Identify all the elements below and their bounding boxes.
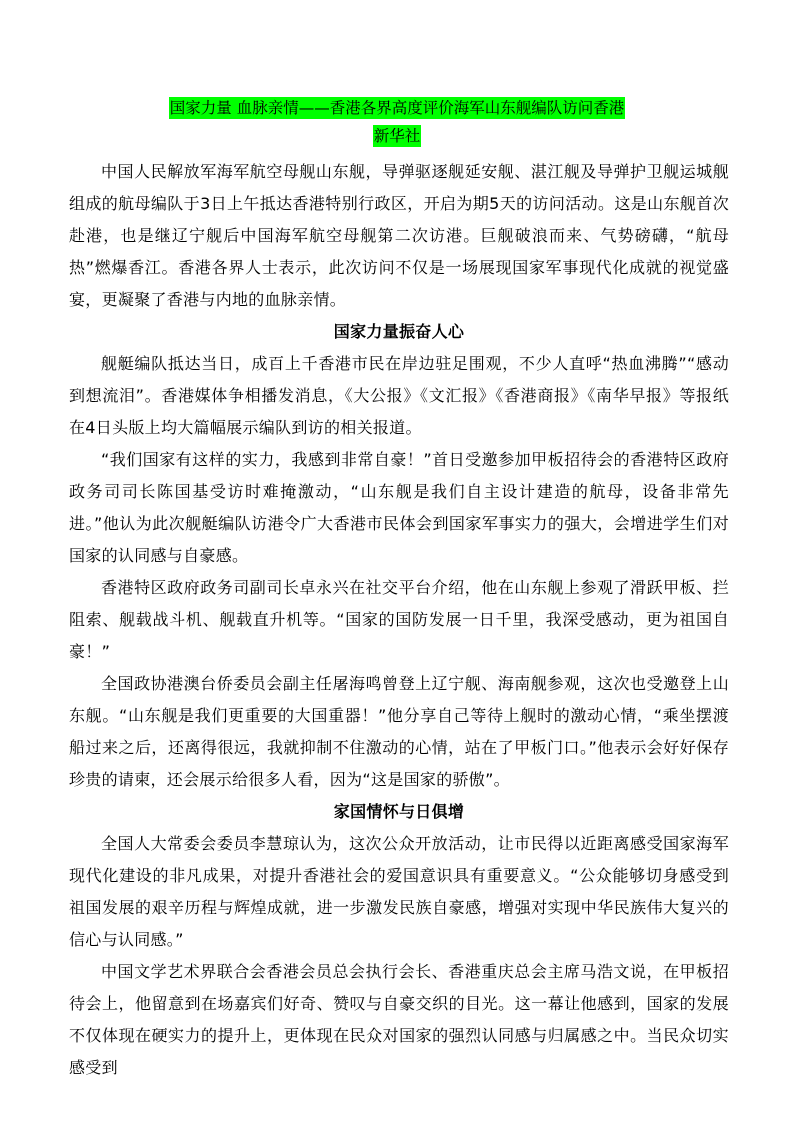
- paragraph: 全国政协港澳台侨委员会副主任屠海鸣曾登上辽宁舰、海南舰参观，这次也受邀登上山东舰。“山东舰是我们更重要的大国重器！”他分享自己等待上舰时的激动心情，“乘坐摆渡船过来之后，还离得很远，我就抑制不住激动的心情，站在了甲板门口。”他表示会好好保存珍贵的请柬，还会展示给很多人看，因为“这是国家的骄傲”。: [69, 674, 729, 789]
- paragraph: 舰艇编队抵达当日，成百上千香港市民在岸边驻足围观，不少人直呼“热血沸腾”“感动到想流泪”。香港媒体争相播发消息，《大公报》《文汇报》《香港商报》《南华早报》等报纸在4日头版上均大篇幅展示编队到访的相关报道。: [69, 354, 729, 437]
- paragraph: 香港特区政府政务司副司长卓永兴在社交平台介绍，他在山东舰上参观了滑跃甲板、拦阻索、舰载战斗机、舰载直升机等。“国家的国防发展一日千里，我深受感动，更为祖国自豪！”: [69, 578, 729, 661]
- paragraph: 中国文学艺术界联合会香港会员总会执行会长、香港重庆总会主席马浩文说，在甲板招待会上，他留意到在场嘉宾们好奇、赞叹与自豪交织的目光。这一幕让他感到，国家的发展不仅体现在硬实力的提升上，更体现在民众对国家的强烈认同感与归属感之中。当民众切实感受到: [69, 962, 729, 1077]
- article-body: [69, 156, 729, 1084]
- section-heading: 国家力量振奋人心: [333, 322, 465, 341]
- article-source: 新华社: [373, 127, 421, 145]
- article-title: 国家力量 血脉亲情——香港各界高度评价海军山东舰编队访问香港: [169, 99, 625, 117]
- section-heading: 家国情怀与日俱增: [333, 802, 465, 821]
- paragraph: “我们国家有这样的实力，我感到非常自豪！”首日受邀参加甲板招待会的香港特区政府政务司司长陈国基受访时难掩激动，“山东舰是我们自主设计建造的航母，设备非常先进。”他认为此次舰艇编队访港令广大香港市民体会到国家军事实力的强大，会增进学生们对国家的认同感与自豪感。: [69, 450, 729, 565]
- paragraph: 全国人大常委会委员李慧琼认为，这次公众开放活动，让市民得以近距离感受国家海军现代化建设的非凡成果，对提升香港社会的爱国意识具有重要意义。“公众能够切身感受到祖国发展的艰辛历程与辉煌成就，进一步激发民族自豪感，增强对实现中华民族伟大复兴的信心与认同感。”: [69, 834, 729, 949]
- paragraph: 中国人民解放军海军航空母舰山东舰，导弹驱逐舰延安舰、湛江舰及导弹护卫舰运城舰组成的航母编队于3日上午抵达香港特别行政区，开启为期5天的访问活动。这是山东舰首次赴港，也是继辽宁舰后中国海军航空母舰第二次访港。巨舰破浪而来、气势磅礴，“航母热”燃爆香江。香港各界人士表示，此次访问不仅是一场展现国家军事现代化成就的视觉盛宴，更凝聚了香港与内地的血脉亲情。: [69, 162, 729, 309]
- title-block: [0, 97, 794, 149]
